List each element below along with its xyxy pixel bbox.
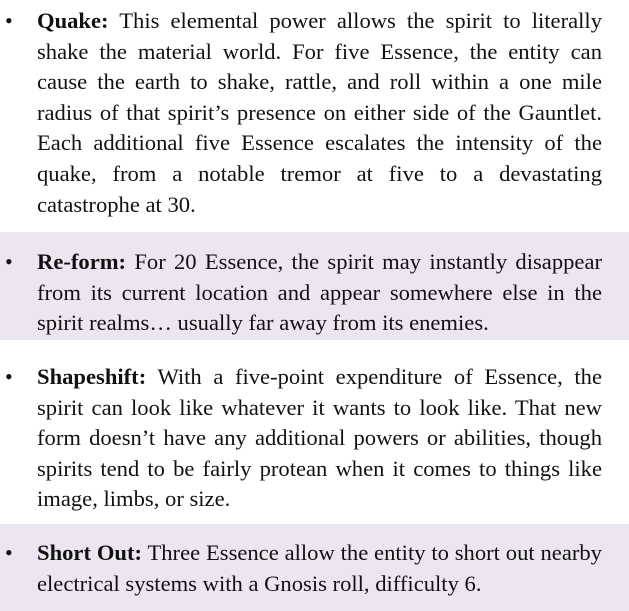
entry-text	[37, 538, 602, 599]
bullet: •	[5, 249, 13, 274]
power-description: For 20 Essence, the spirit may instantly disappear from its current location and appear somewhere else in the spirit realms… usually far away from its enemies.	[37, 249, 602, 336]
power-term: Shapeshift:	[37, 364, 147, 389]
power-description: Three Essence allow the entity to short out nearby electrical systems with a Gnosis roll, difficulty 6.	[37, 540, 602, 596]
bullet: •	[5, 8, 13, 33]
power-entry-short-out	[0, 524, 629, 611]
power-term: Short Out:	[37, 540, 143, 565]
power-entry-quake	[0, 0, 629, 232]
bullet: •	[5, 364, 13, 389]
entry-text	[37, 6, 602, 220]
entry-text	[37, 247, 602, 339]
power-term: Quake:	[37, 8, 109, 33]
bullet: •	[5, 540, 13, 565]
entry-text	[37, 362, 602, 515]
power-entry-shapeshift	[0, 340, 629, 524]
power-description: With a five-point expenditure of Essence, the spirit can look like whatever it wants to look like. That new form doesn’t have any additional powers or abilities, though spirits tend to be fairly protean when it comes to things like image, limbs, or size.	[37, 364, 602, 512]
power-description: This elemental power allows the spirit to literally shake the material world. For five Essence, the entity can cause the earth to shake, rattle, and roll within a one mile radius of that spirit’s presence on either side of the Gauntlet. Each additional five Essence escalates the intensity of the quake, from a notable tremor at five to a devastating catastrophe at 30.	[37, 8, 602, 217]
power-term: Re-form:	[37, 249, 127, 274]
power-entry-reform	[0, 232, 629, 340]
